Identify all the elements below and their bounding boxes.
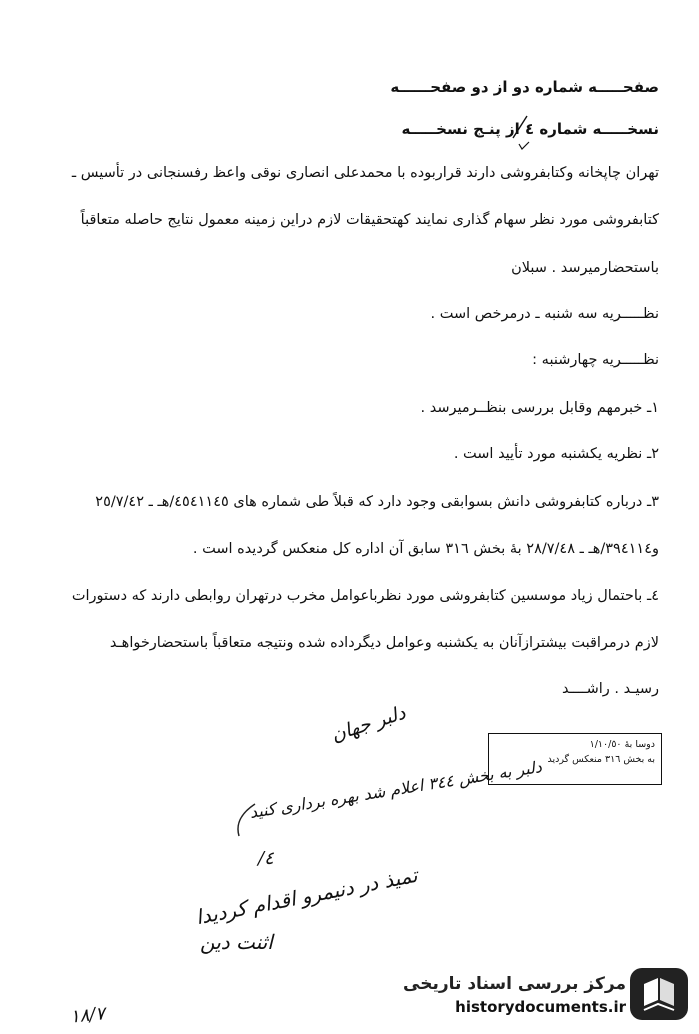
opinion-item-3-line-2: و٣٩٤١١٤/هـ ـ ٢٨/٧/٤٨ بهٔ بخش ٣١٦ سابق آن اداره کل منعکس گردیده است . xyxy=(192,541,659,557)
handwritten-stroke xyxy=(225,800,265,840)
opinion-item-1: ١ـ خبرمهم وقابل بررسی بنظــرمیرسد . xyxy=(420,400,659,416)
stamp-line-2: به بخش ٣١٦ منعکس گردید xyxy=(547,754,655,765)
opinion-item-3-line-1: ٣ـ درباره کتابفروشی دانش بسوابقی وجود دارد که قبلاً طی شماره های ٤٥٤١١٤٥/هـ ـ ٢٥/٧/٤٢ xyxy=(95,494,659,510)
watermark-url: historydocuments.ir xyxy=(455,998,626,1016)
handwritten-note-2: دلبر به بخش ٣٤٤ اعلام شد بهره برداری کنید xyxy=(248,757,544,822)
opinion-wednesday-heading: نظـــــریه چهارشنبه : xyxy=(532,352,659,368)
opinion-item-4-line-2: لازم درمراقبت بیشترازآنان به یکشنبه وعوامل دیگرداده شده ونتیجه متعاقباً باستحضارخواهـد xyxy=(109,635,659,651)
archive-logo-icon xyxy=(628,966,690,1022)
opinion-tuesday: نظـــــریه سه شنبه ـ درمرخص است . xyxy=(430,306,659,322)
body-line-3: باستحضارمیرسد . سبلان xyxy=(511,260,659,276)
page-number-line: صفحـــــه شماره دو از دو صفحــــــه xyxy=(390,78,659,96)
opinion-item-2: ٢ـ نظریه یکشنبه مورد تأیید است . xyxy=(453,446,659,462)
handwritten-note-3: ٤/ xyxy=(258,848,274,869)
body-line-1: تهران چاپخانه وکتابفروشی دارند قراربوده با محمدعلی انصاری نوقی واعظ رفسنجانی در تأسیس ـ xyxy=(71,165,659,181)
opinion-item-4-line-3: رسیـد . راشــــد xyxy=(562,681,659,697)
handwritten-note-1: دلبر جهان xyxy=(328,701,409,747)
stamp-line-1: دوسا بهٔ ١/١٠/٥٠ xyxy=(589,739,655,750)
handwritten-note-4: تمیذ در دنیمرو اقدام کردیدا xyxy=(193,862,420,930)
handwritten-note-6: ١٨/٧ xyxy=(68,1003,107,1028)
handwritten-note-5: اثنت دین xyxy=(200,930,273,954)
copy-number-line: نسخـــــه شماره ٤ از پنـج نسخـــــه xyxy=(401,120,659,138)
body-line-2: کتابفروشی مورد نظر سهام گذاری نمایند کهتحقیقات لازم دراین زمینه معمول نتایج حاصله متعاقباً xyxy=(80,212,659,228)
opinion-item-4-line-1: ٤ـ باحتمال زیاد موسسین کتابفروشی مورد نظرباعوامل مخرب درتهران روابطی دارند که دستورات xyxy=(71,588,659,604)
handwritten-tick-marks xyxy=(505,112,535,152)
watermark-title: مرکز بررسی اسناد تاریخی xyxy=(403,974,626,994)
